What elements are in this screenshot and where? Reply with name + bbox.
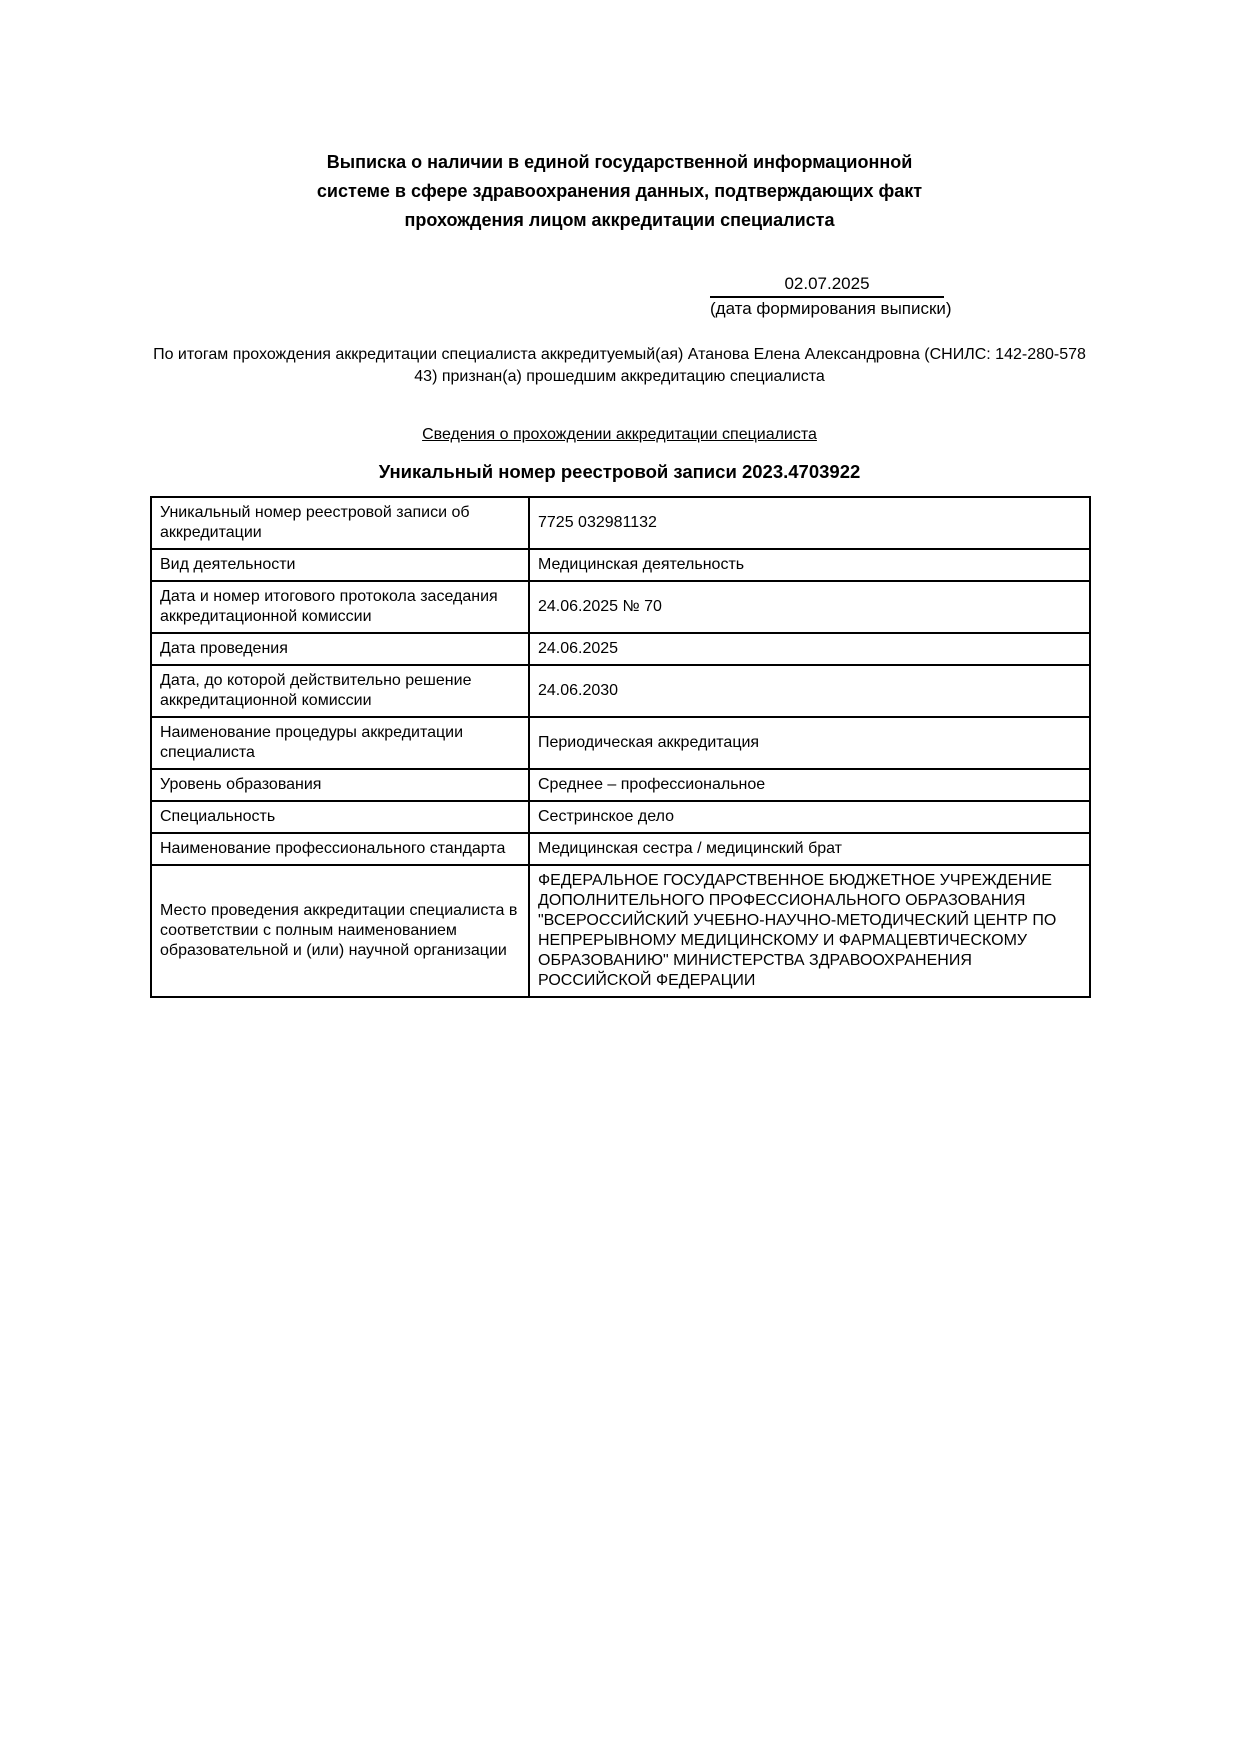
formation-date: 02.07.2025 [710,274,944,298]
row-label: Уровень образования [151,769,529,801]
row-value: Сестринское дело [529,801,1090,833]
row-value: 24.06.2030 [529,665,1090,717]
row-value: Периодическая аккредитация [529,717,1090,769]
summary-line: По итогам прохождения аккредитации специалиста аккредитуемый(ая) Атанова Елена Александровна (СНИЛС: 142-280-578 [153,346,1086,363]
row-value: 7725 032981132 [529,497,1090,549]
summary-line: 43) признан(а) прошедшим аккредитацию специалиста [414,368,825,385]
document-title [150,148,1089,235]
row-value: 24.06.2025 [529,633,1090,665]
table-row [151,801,1090,833]
formation-date-caption: (дата формирования выписки) [710,299,952,318]
row-value: ФЕДЕРАЛЬНОЕ ГОСУДАРСТВЕННОЕ БЮДЖЕТНОЕ УЧРЕЖДЕНИЕ ДОПОЛНИТЕЛЬНОГО ПРОФЕССИОНАЛЬНОГО ОБРАЗОВАНИЯ "ВСЕРОССИЙСКИЙ УЧЕБНО-НАУЧНО-МЕТОДИЧЕСКИЙ ЦЕНТР ПО НЕПРЕРЫВНОМУ МЕДИЦИНСКОМУ И ФАРМАЦЕВТИЧЕСКОМУ ОБРАЗОВАНИЮ" МИНИСТЕРСТВА ЗДРАВООХРАНЕНИЯ РОССИЙСКОЙ ФЕДЕРАЦИИ [529,865,1090,997]
row-label: Специальность [151,801,529,833]
table-row [151,833,1090,865]
table-row [151,497,1090,549]
registry-number-heading: Уникальный номер реестровой записи 2023.4703922 [378,461,861,482]
row-label: Дата проведения [151,633,529,665]
row-label: Наименование процедуры аккредитации специалиста [151,717,529,769]
row-value: Медицинская деятельность [529,549,1090,581]
row-label: Дата и номер итогового протокола заседания аккредитационной комиссии [151,581,529,633]
row-value: Среднее – профессиональное [529,769,1090,801]
row-label: Дата, до которой действительно решение аккредитационной комиссии [151,665,529,717]
table-row [151,549,1090,581]
table-row [151,717,1090,769]
section-heading: Сведения о прохождении аккредитации специалиста [422,426,817,443]
document-title-line: системе в сфере здравоохранения данных, подтверждающих факт [316,181,923,201]
table-row [151,581,1090,633]
summary-paragraph [150,344,1089,388]
table-row [151,865,1090,997]
document-title-line: Выписка о наличии в единой государственной информационной [326,152,913,172]
table-row [151,665,1090,717]
row-label: Вид деятельности [151,549,529,581]
row-label: Место проведения аккредитации специалиста в соответствии с полным наименованием образовательной и (или) научной организации [151,865,529,997]
table-row [151,769,1090,801]
row-value: 24.06.2025 № 70 [529,581,1090,633]
row-label: Уникальный номер реестровой записи об аккредитации [151,497,529,549]
accreditation-table [150,496,1091,998]
row-value: Медицинская сестра / медицинский брат [529,833,1090,865]
accreditation-table-body [151,497,1090,997]
table-row [151,633,1090,665]
document-title-line: прохождения лицом аккредитации специалиста [404,210,835,230]
row-label: Наименование профессионального стандарта [151,833,529,865]
formation-date-block [710,274,952,319]
